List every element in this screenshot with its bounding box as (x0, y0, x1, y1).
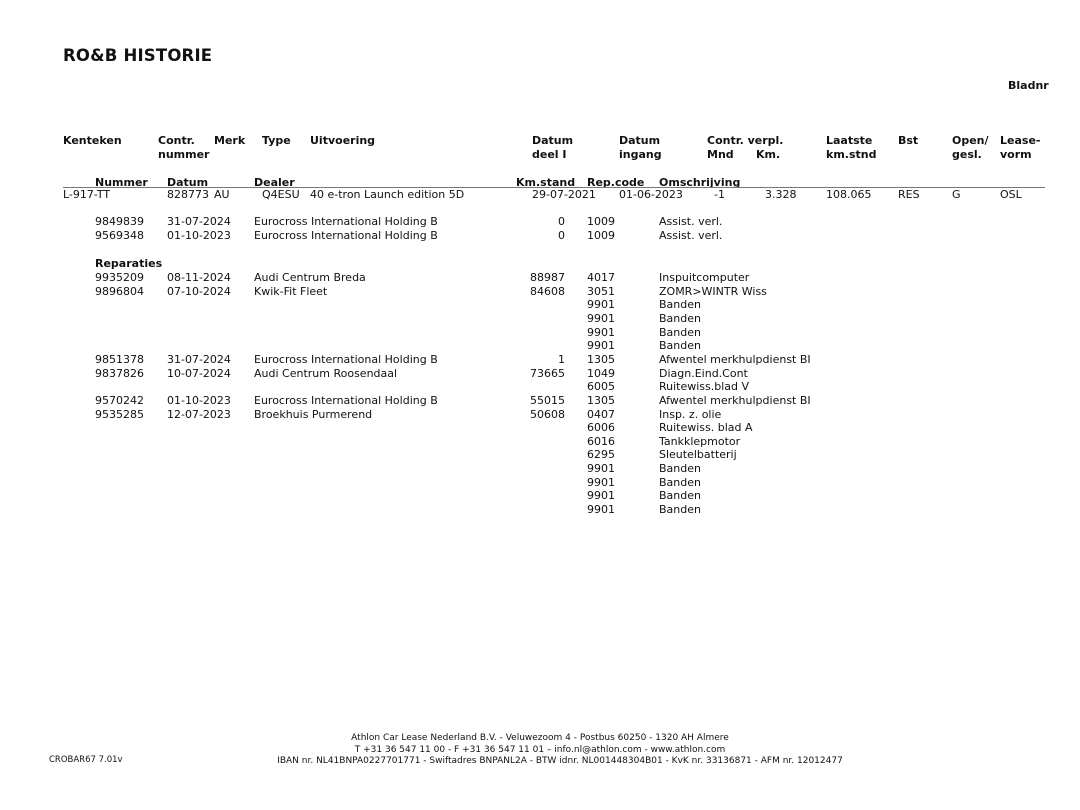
reparatie-km: 73665 (530, 366, 565, 380)
reparatie-code: 9901 (587, 503, 615, 517)
reparatie-row (0, 421, 1080, 435)
header-bst: Bst (898, 134, 919, 147)
reparatie-nummer: 9535285 (95, 407, 144, 421)
assist-dealer: Eurocross International Holding B (254, 229, 438, 242)
reparatie-dealer: Eurocross International Holding B (254, 393, 438, 407)
reparatie-datum: 31-07-2024 (167, 352, 231, 366)
reparatie-omschrijving: Banden (659, 462, 701, 476)
assist-row (0, 215, 1080, 229)
reparatie-row (0, 462, 1080, 476)
header-open-line1: Open/ (952, 134, 989, 147)
header-contr (158, 134, 209, 161)
reparatie-omschrijving: Banden (659, 339, 701, 353)
vehicle-open: G (952, 188, 961, 201)
reparatie-datum: 08-11-2024 (167, 271, 231, 284)
vehicle-merk: AU (214, 188, 230, 201)
reparatie-code: 1049 (587, 366, 615, 380)
subheader-dealer: Dealer (254, 176, 295, 189)
form-code: CROBAR67 7.01v (49, 755, 123, 765)
reparatie-row (0, 489, 1080, 503)
assist-km: 0 (558, 229, 565, 242)
reparatie-row (0, 353, 1080, 367)
header-lease (1000, 134, 1040, 161)
reparatie-nummer: 9837826 (95, 366, 144, 380)
reparatie-datum: 10-07-2024 (167, 366, 231, 380)
header-lease-line2: vorm (1000, 147, 1032, 161)
assist-km: 0 (558, 215, 565, 228)
assist-row (0, 229, 1080, 243)
subheader-nummer: Nummer (95, 176, 148, 189)
reparatie-code: 9901 (587, 489, 615, 503)
vehicle-row (0, 188, 1080, 202)
reparatie-omschrijving: ZOMR>WINTR Wiss (659, 284, 767, 298)
reparatie-code: 6295 (587, 448, 615, 462)
reparatie-row (0, 271, 1080, 285)
reparatie-omschrijving: Banden (659, 325, 701, 339)
reparatie-nummer: 9896804 (95, 284, 144, 298)
reparatie-row (0, 448, 1080, 462)
assist-datum: 01-10-2023 (167, 229, 231, 242)
header-datum-deel-line1: Datum (532, 134, 574, 147)
header-datum-ingang-line2: ingang (619, 147, 662, 161)
reparatie-omschrijving: Ruitewiss. blad A (659, 421, 753, 435)
reparatie-code: 9901 (587, 298, 615, 312)
header-laatste-km (826, 134, 876, 161)
header-mnd: Mnd (707, 147, 734, 161)
reparatie-omschrijving: Diagn.Eind.Cont (659, 366, 748, 380)
reparatie-code: 1305 (587, 393, 615, 407)
assist-omschrijving: Assist. verl. (659, 215, 723, 228)
vehicle-contract: 828773 (167, 188, 209, 201)
header-datum-deel (532, 134, 573, 161)
page-title: RO&B HISTORIE (63, 46, 213, 65)
reparatie-omschrijving: Afwentel merkhulpdienst BI (659, 393, 811, 407)
reparatie-row (0, 394, 1080, 408)
vehicle-datum-ingang: 01-06-2023 (619, 188, 683, 201)
reparatie-code: 6005 (587, 380, 615, 394)
reparatie-row (0, 326, 1080, 340)
header-datum-ingang-line1: Datum (619, 134, 661, 147)
subheader-omschrijving: Omschrijving (659, 176, 741, 189)
header-contr-line2: nummer (158, 147, 210, 161)
reparatie-code: 3051 (587, 284, 615, 298)
reparatie-row (0, 298, 1080, 312)
assist-omschrijving: Assist. verl. (659, 229, 723, 242)
header-uitvoering: Uitvoering (310, 134, 376, 147)
reparatie-dealer: Kwik-Fit Fleet (254, 284, 328, 298)
footer-contact: T +31 36 547 11 00 - F +31 36 547 11 01 – info.nl@athlon.com - www.athlon.com (354, 745, 726, 755)
reparatie-row (0, 285, 1080, 299)
header-kenteken: Kenteken (63, 134, 122, 147)
reparatie-omschrijving: Banden (659, 298, 701, 312)
header-lease-line1: Lease- (1000, 134, 1041, 147)
reparatie-omschrijving: Banden (659, 503, 701, 517)
reparatie-code: 4017 (587, 271, 615, 284)
assist-code: 1009 (587, 215, 615, 228)
reparatie-row (0, 367, 1080, 381)
reparatie-dealer: Audi Centrum Breda (254, 271, 366, 284)
assist-nummer: 9849839 (95, 215, 144, 228)
header-open-line2: gesl. (952, 147, 982, 161)
reparatie-km: 50608 (530, 407, 565, 421)
subheader-repcode: Rep.code (587, 176, 645, 189)
header-km: Km. (756, 147, 781, 161)
reparatie-nummer: 9935209 (95, 271, 144, 284)
reparatie-row (0, 339, 1080, 353)
reparatie-km: 84608 (530, 284, 565, 298)
header-type: Type (262, 134, 291, 147)
header-merk: Merk (214, 134, 246, 147)
reparatie-omschrijving: Tankklepmotor (659, 434, 741, 448)
vehicle-laatste-km: 108.065 (826, 188, 872, 201)
reparatie-datum: 01-10-2023 (167, 393, 231, 407)
header-laatste-line2: km.stnd (826, 147, 877, 161)
header-contr-line1: Contr. (158, 134, 195, 147)
reparatie-code: 9901 (587, 462, 615, 476)
reparatie-dealer: Audi Centrum Roosendaal (254, 366, 398, 380)
footer-bank: IBAN nr. NL41BNPA0227701771 - Swiftadres BNPANL2A - BTW idnr. NL001448304B01 - KvK nr. 33136871 - AFM nr. 12012477 (277, 756, 843, 766)
reparatie-datum: 12-07-2023 (167, 407, 231, 421)
assist-datum: 31-07-2024 (167, 215, 231, 228)
reparatie-km: 88987 (530, 271, 565, 284)
reparatie-code: 0407 (587, 407, 615, 421)
reparatie-nummer: 9570242 (95, 393, 144, 407)
reparatie-km: 1 (558, 352, 565, 366)
assist-dealer: Eurocross International Holding B (254, 215, 438, 228)
bladnr-label: Bladnr (1008, 79, 1049, 92)
reparatie-code: 9901 (587, 475, 615, 489)
reparatie-omschrijving: Banden (659, 311, 701, 325)
vehicle-datum-deel: 29-07-2021 (532, 188, 596, 201)
reparatie-km: 55015 (530, 393, 565, 407)
vehicle-bst: RES (898, 188, 920, 201)
header-datum-ingang (619, 134, 662, 161)
vehicle-mnd: -1 (714, 188, 725, 201)
reparatie-datum: 07-10-2024 (167, 284, 231, 298)
header-datum-deel-line2: deel I (532, 147, 567, 161)
reparatie-code: 1305 (587, 352, 615, 366)
reparatie-dealer: Eurocross International Holding B (254, 352, 438, 366)
reparatie-code: 6016 (587, 434, 615, 448)
reparatie-omschrijving: Banden (659, 475, 701, 489)
vehicle-lease: OSL (1000, 188, 1022, 201)
reparatie-row (0, 503, 1080, 517)
reparatie-row (0, 380, 1080, 394)
subheader-kmstand: Km.stand (516, 176, 576, 189)
reparatie-code: 6006 (587, 421, 615, 435)
vehicle-type: Q4ESU (262, 188, 300, 201)
reparatie-code: 9901 (587, 311, 615, 325)
reparatie-omschrijving: Inspuitcomputer (659, 271, 750, 284)
assist-nummer: 9569348 (95, 229, 144, 242)
reparatie-row (0, 435, 1080, 449)
header-open (952, 134, 989, 161)
subheader-datum: Datum (167, 176, 209, 189)
reparatie-dealer: Broekhuis Purmerend (254, 407, 373, 421)
vehicle-km: 3.328 (765, 188, 797, 201)
footer-address: Athlon Car Lease Nederland B.V. - Veluwezoom 4 - Postbus 60250 - 1320 AH Almere (351, 733, 729, 743)
reparatie-omschrijving: Insp. z. olie (659, 407, 722, 421)
header-contr-verpl: Contr. verpl. (707, 134, 784, 147)
reparatie-row (0, 408, 1080, 422)
reparatie-nummer: 9851378 (95, 352, 144, 366)
reparatie-row (0, 476, 1080, 490)
reparatie-omschrijving: Sleutelbatterij (659, 448, 737, 462)
reparatie-row (0, 312, 1080, 326)
header-laatste-line1: Laatste (826, 134, 873, 147)
reparatie-omschrijving: Ruitewiss.blad V (659, 380, 750, 394)
assist-code: 1009 (587, 229, 615, 242)
vehicle-uitvoering: 40 e-tron Launch edition 5D (310, 188, 465, 201)
reparaties-heading: Reparaties (95, 257, 163, 270)
reparatie-omschrijving: Banden (659, 489, 701, 503)
vehicle-kenteken: L-917-TT (63, 188, 111, 201)
reparatie-code: 9901 (587, 339, 615, 353)
reparatie-omschrijving: Afwentel merkhulpdienst BI (659, 352, 811, 366)
reparatie-code: 9901 (587, 325, 615, 339)
